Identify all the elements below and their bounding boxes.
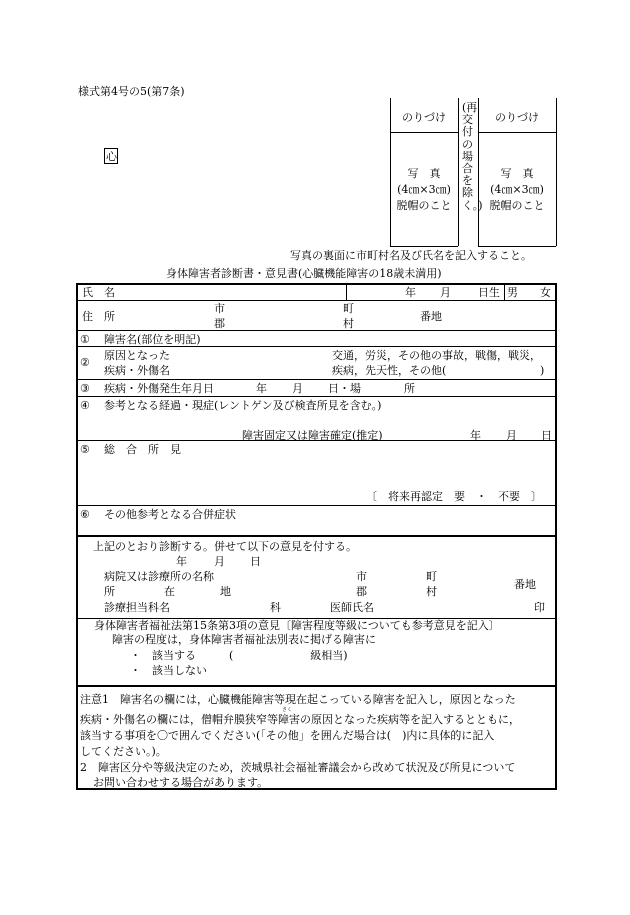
hospital-mura: 村 xyxy=(426,585,437,598)
heart-mark-box xyxy=(104,148,118,164)
note-1-line-2: 疾病・外傷名の欄には，僧帽弁膜狭窄等障害の原因となった疾病等を記入するとともに， xyxy=(80,713,520,726)
photo-instruction: 写真の裏面に市町村名及び氏名を記入すること。 xyxy=(290,249,532,262)
hospital-location-3: 地 xyxy=(220,585,231,598)
hospital-name-label: 病院又は診療所の名称 xyxy=(104,570,214,583)
diagnosis-month: 月 xyxy=(214,555,225,568)
heart-mark: 心 xyxy=(106,150,117,163)
dept-label: 診療担当科名 xyxy=(104,601,170,614)
photo-hat-left: 脱帽のこと xyxy=(396,199,452,212)
opinion-yes: ・ 該当する ( 級相当) xyxy=(130,649,348,662)
seal-label: 印 xyxy=(534,601,545,614)
address-banchi: 番地 xyxy=(420,310,442,323)
sec3-day: 日・場 xyxy=(328,382,361,395)
sec4-month: 月 xyxy=(506,429,517,442)
birth-year-label: 年 xyxy=(405,286,416,299)
sec4-year: 年 xyxy=(470,429,481,442)
diagnosis-year: 年 xyxy=(176,555,187,568)
note-2-line-1: 2 障害区分や等級決定のため，茨城県社会福祉審議会から改めて状況及び所見について xyxy=(80,761,516,774)
sec3-label: 疾病・外傷発生年月日 xyxy=(104,382,214,395)
sec5-num: ⑤ xyxy=(80,443,90,456)
diagnosis-statement: 上記のとおり診断する。併せて以下の意見を付する。 xyxy=(93,540,357,553)
sec5-recert: 〔 将来再認定 要 ・ 不要 〕 xyxy=(366,490,542,503)
sec2-opt2: 疾病，先天性，その他( xyxy=(332,364,447,377)
photo-size-right: (4㎝×3㎝) xyxy=(490,183,544,196)
sec4-num: ④ xyxy=(80,399,90,412)
birth-month-label: 月 xyxy=(440,286,451,299)
sec3-num: ③ xyxy=(80,382,90,395)
sec1-num: ① xyxy=(80,333,90,346)
name-label: 氏 名 xyxy=(82,286,115,299)
sec2-num: ② xyxy=(80,356,90,369)
photo-label-left: 写 真 xyxy=(407,167,441,180)
hospital-location-2: 在 xyxy=(164,585,175,598)
address-mura: 村 xyxy=(343,317,354,330)
sec3-place: 所 xyxy=(404,382,415,395)
sex-female: 女 xyxy=(540,286,551,299)
hospital-banchi: 番地 xyxy=(514,578,536,591)
opinion-degree: 障害の程度は，身体障害者福祉法別表に掲げる障害に xyxy=(112,633,376,646)
note-2-line-2: お問い合わせする場合があります。 xyxy=(93,776,269,789)
address-machi: 町 xyxy=(343,302,354,315)
form-number: 様式第4号の5(第7条) xyxy=(78,85,185,98)
sec2-line2: 疾病・外傷名 xyxy=(104,364,170,377)
photo-hat-right: 脱帽のこと xyxy=(489,199,545,212)
note-ruby: さく xyxy=(282,707,293,713)
photo-label-right: 写 真 xyxy=(500,167,534,180)
sec1-label: 障害名(部位を明記) xyxy=(104,333,201,346)
address-shi: 市 xyxy=(214,302,225,315)
photo-reissue-note: (再交付の場合を除く。) xyxy=(462,101,483,212)
address-gun: 郡 xyxy=(214,317,225,330)
opinion-title: 身体障害者福祉法第15条第3項の意見〔障害程度等級についても参考意見を記入〕 xyxy=(94,619,500,632)
address-label: 住 所 xyxy=(82,310,115,323)
sec6-label: その他参考となる合併症状 xyxy=(104,508,236,521)
sec2-opt1: 交通，労災，その他の事故，戦傷，戦災， xyxy=(332,349,541,362)
hospital-gun: 郡 xyxy=(356,585,367,598)
hospital-machi: 町 xyxy=(426,570,437,583)
sec2-close: ) xyxy=(540,364,545,377)
photo-glue-left: のりづけ xyxy=(402,111,446,124)
form-title: 身体障害者診断書・意見書(心臓機能障害の18歳未満用) xyxy=(166,267,442,280)
sec6-num: ⑥ xyxy=(80,508,90,521)
photo-glue-right: のりづけ xyxy=(495,111,539,124)
sec4-day: 日 xyxy=(541,429,552,442)
sec2-line1: 原因となった xyxy=(104,349,170,362)
hospital-location-1: 所 xyxy=(104,585,115,598)
sec4-label: 参考となる経過・現症(レントゲン及び検査所見を含む。) xyxy=(104,399,382,412)
sec3-month: 月 xyxy=(292,382,303,395)
note-1-line-4: してください。)。 xyxy=(80,745,167,758)
doctor-name-label: 医師氏名 xyxy=(330,601,374,614)
note-1-line-1: 注意1 障害名の欄には，心臓機能障害等現在起こっている障害を記入し，原因となった xyxy=(80,693,516,706)
birth-day-label: 日生 xyxy=(478,286,500,299)
opinion-no: ・ 該当しない xyxy=(130,664,207,677)
photo-size-left: (4㎝×3㎝) xyxy=(397,183,451,196)
note-1-line-3: 該当する事項を〇で囲んでください(「その他」を囲んだ場合は( )内に具体的に記入 xyxy=(80,729,495,742)
dept-ka: 科 xyxy=(270,601,281,614)
diagnosis-day: 日 xyxy=(250,555,261,568)
sec4-fixed: 障害固定又は障害確定(推定) xyxy=(242,429,383,442)
sec3-year: 年 xyxy=(256,382,267,395)
sex-male: 男 xyxy=(507,286,518,299)
sec5-label: 総 合 所 見 xyxy=(104,443,181,456)
hospital-shi: 市 xyxy=(356,570,367,583)
